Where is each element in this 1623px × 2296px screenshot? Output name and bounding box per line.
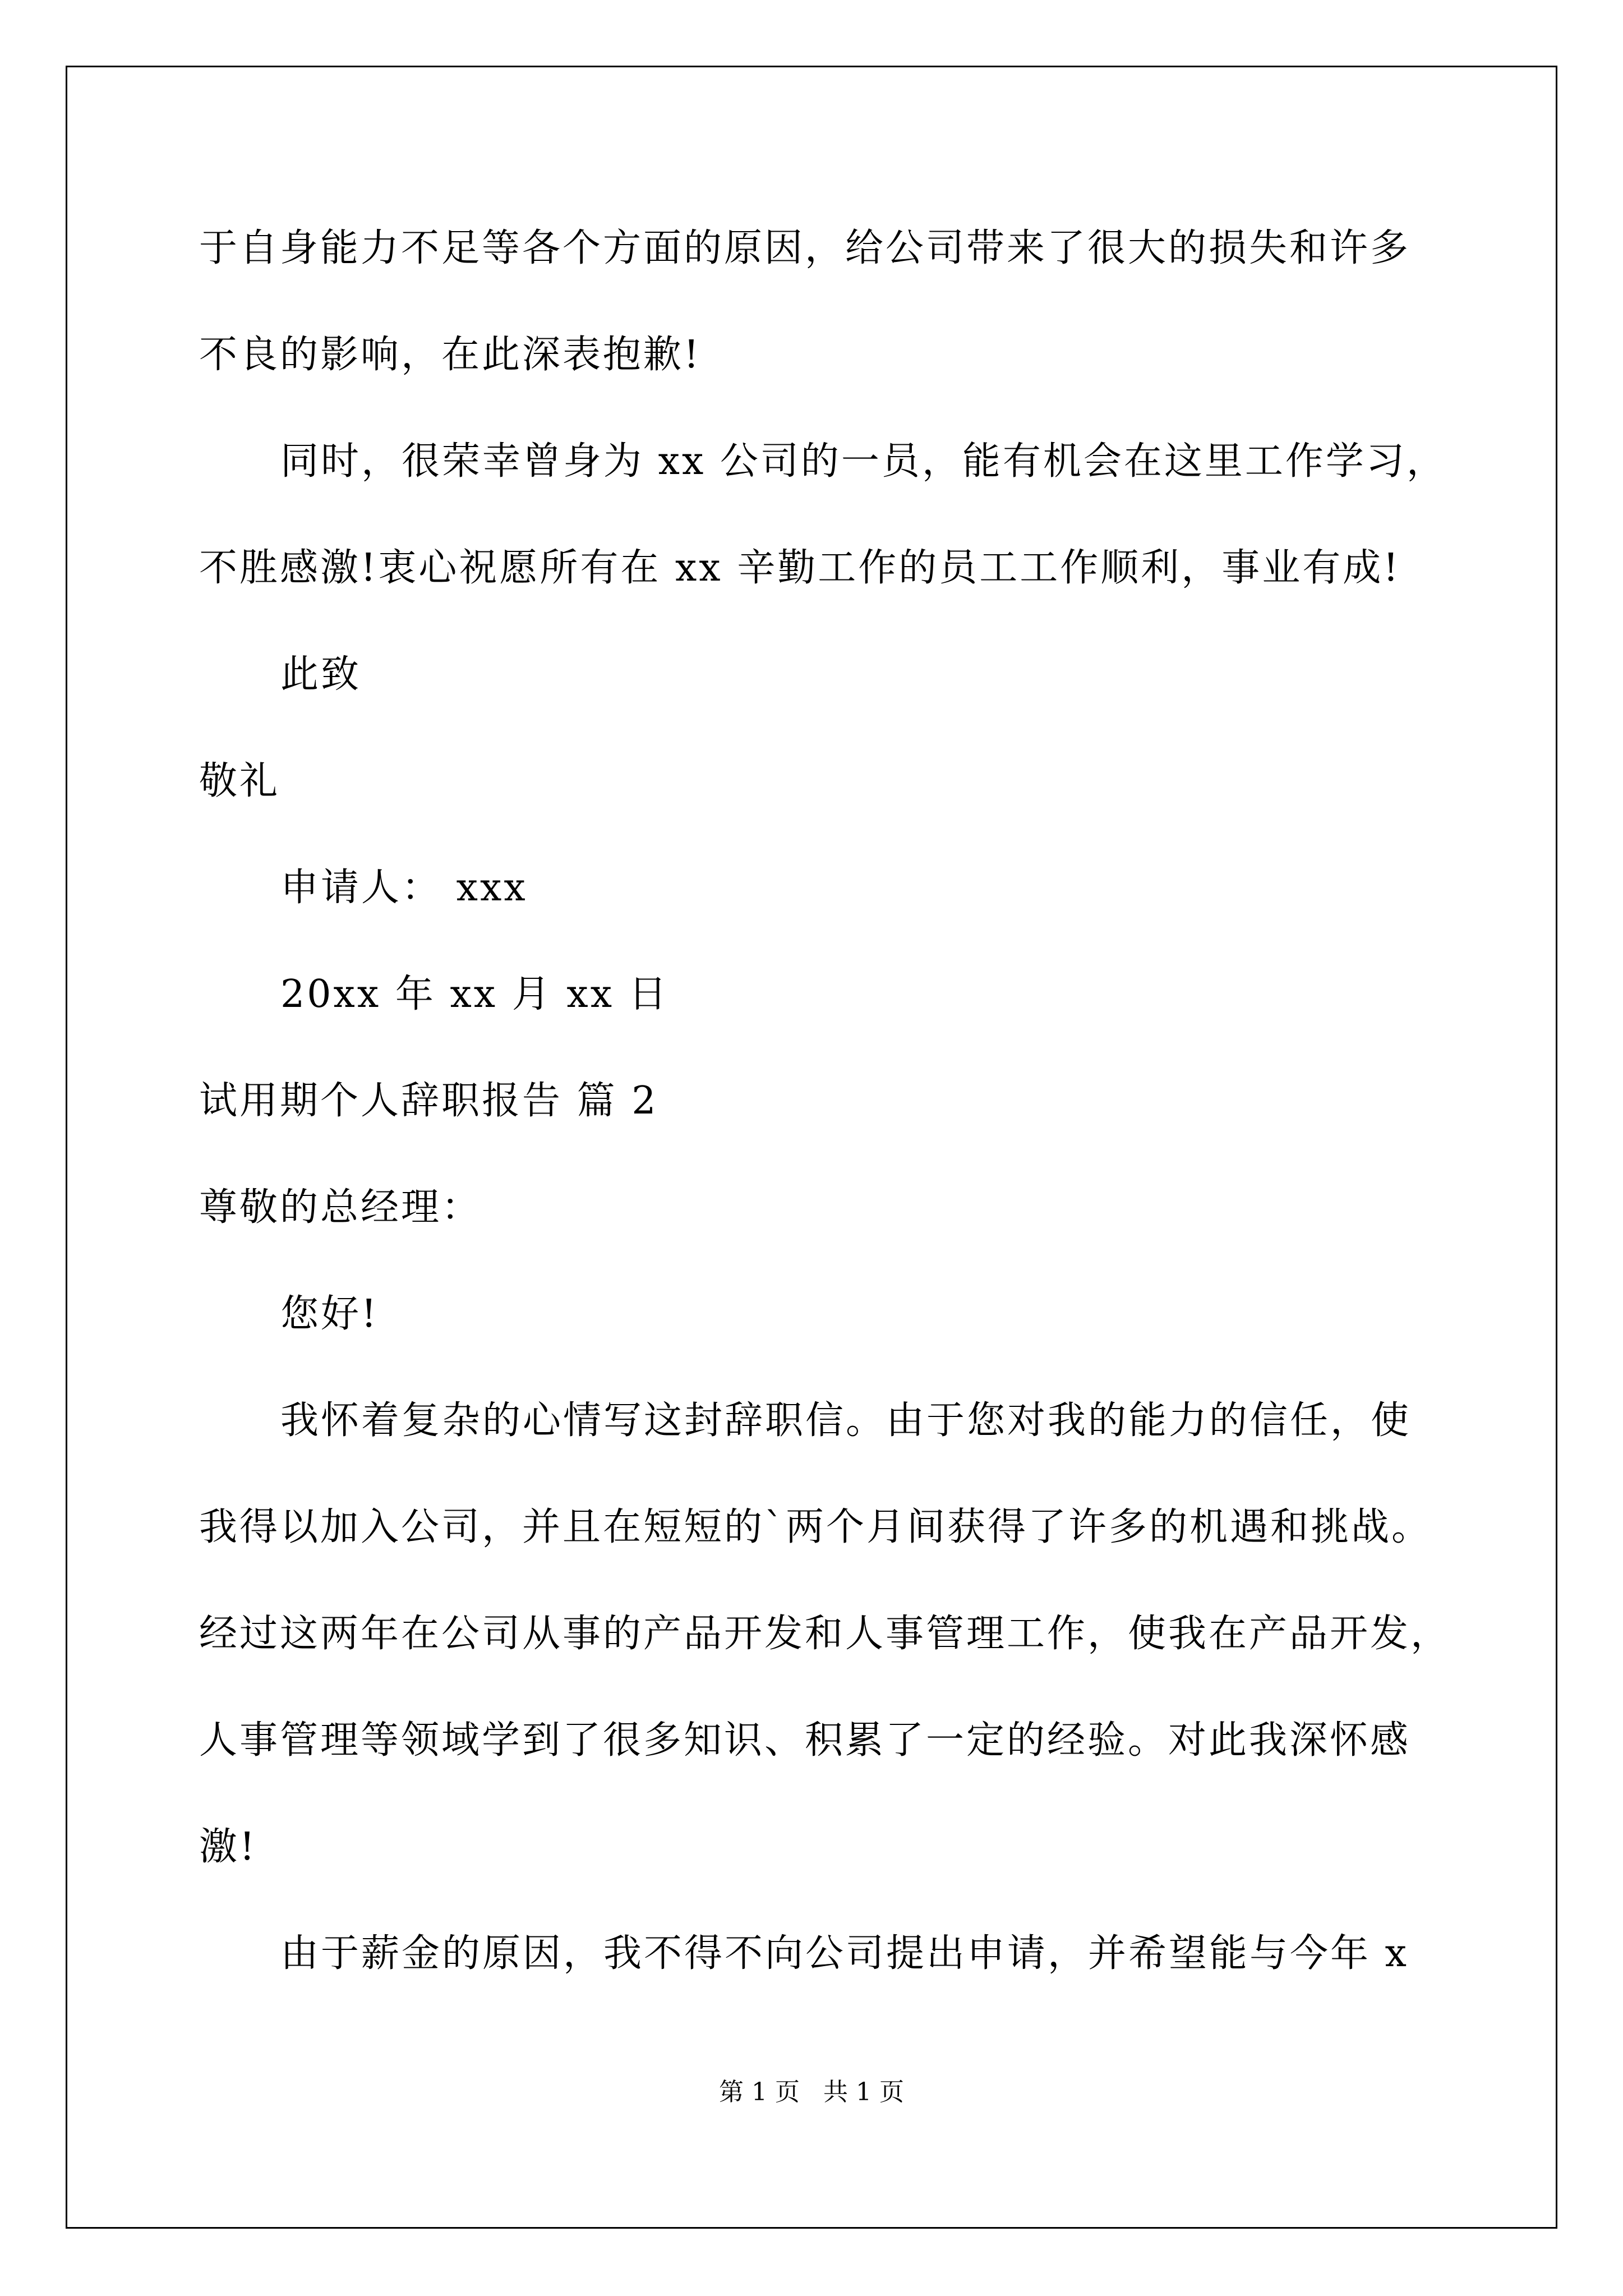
applicant-signature: 申请人： xxx [280, 866, 528, 910]
body-line: 不胜感激!衷心祝愿所有在 xx 辛勤工作的员工工作顺利，事业有成! [199, 546, 1401, 590]
body-line: 不良的影响，在此深表抱歉! [199, 333, 702, 377]
page-border [66, 66, 1557, 2229]
greeting-recipient: 尊敬的总经理： [199, 1185, 482, 1230]
body-line: 于自身能力不足等各个方面的原因，给公司带来了很大的损失和许多 [199, 226, 1411, 270]
paragraph-start: 由于薪金的原因，我不得不向公司提出申请，并希望能与今年 x [280, 1931, 1409, 1976]
body-line: 人事管理等领域学到了很多知识、积累了一定的经验。对此我深怀感 [199, 1718, 1411, 1763]
body-line: 我得以加入公司，并且在短短的`两个月间获得了许多的机遇和挑战。 [199, 1505, 1432, 1549]
page-footer: 第 1 页 共 1 页 [719, 2078, 904, 2106]
paragraph-start: 我怀着复杂的心情写这封辞职信。由于您对我的能力的信任，使 [280, 1398, 1412, 1443]
greeting-hello: 您好! [280, 1292, 379, 1336]
letter-date: 20xx 年 xx 月 xx 日 [280, 972, 669, 1016]
paragraph-start: 同时，很荣幸曾身为 xx 公司的一员，能有机会在这里工作学习， [280, 439, 1447, 484]
closing-regards: 敬礼 [199, 759, 280, 803]
body-line: 激! [199, 1825, 257, 1869]
body-line: 经过这两年在公司从事的产品开发和人事管理工作，使我在产品开发， [199, 1612, 1451, 1656]
section-heading: 试用期个人辞职报告 篇 2 [199, 1079, 658, 1123]
closing-salutation: 此致 [280, 652, 362, 697]
